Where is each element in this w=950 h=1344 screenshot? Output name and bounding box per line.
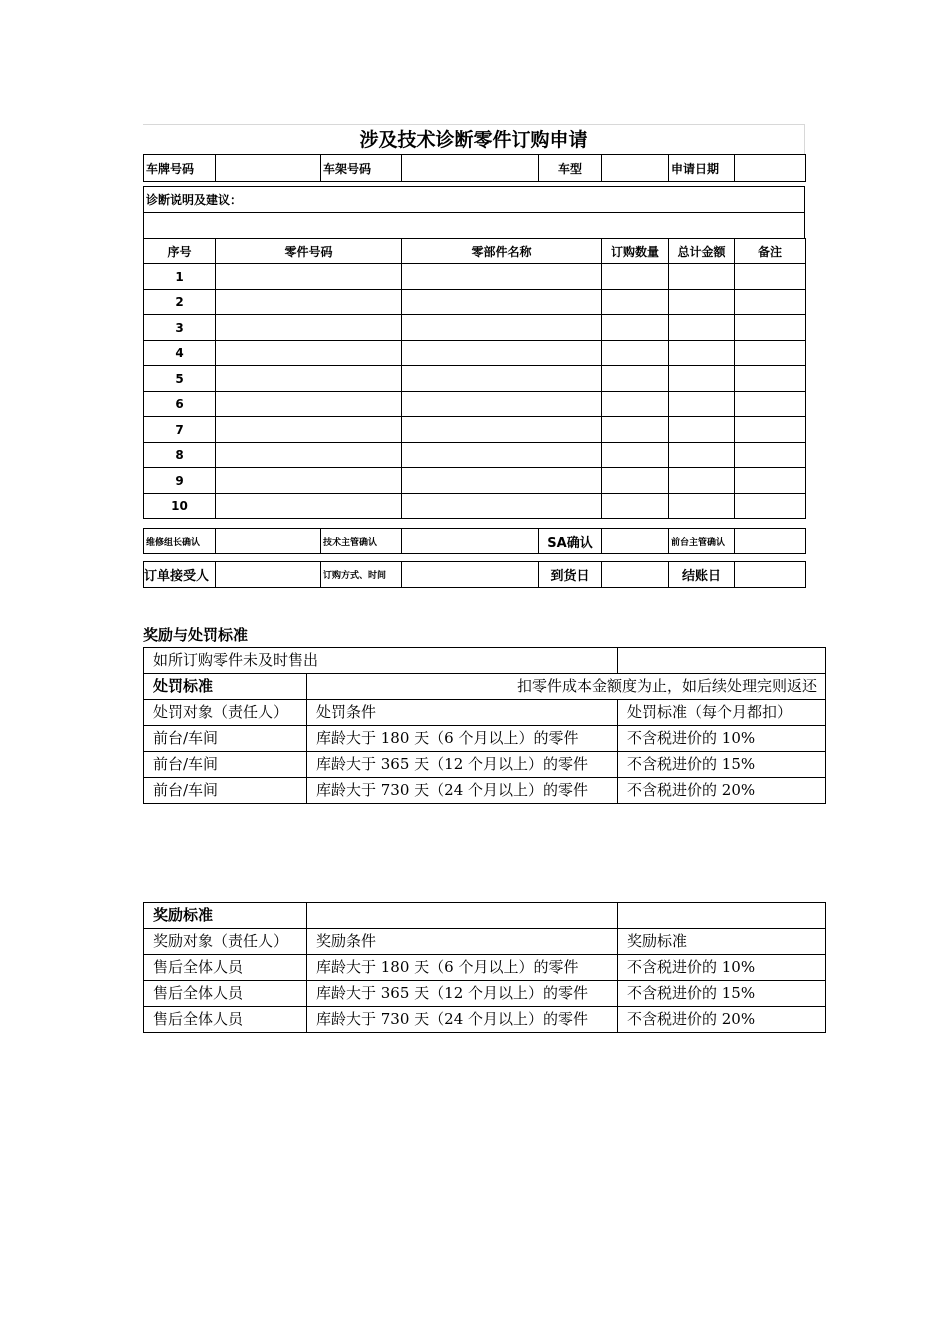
- col-header-part-name: 零部件名称: [402, 239, 602, 264]
- remark-cell[interactable]: [735, 290, 806, 315]
- part-name-cell[interactable]: [402, 315, 602, 341]
- remark-cell[interactable]: [735, 341, 806, 366]
- reward-target: 售后全体人员: [144, 1007, 307, 1033]
- table-row: [144, 264, 806, 290]
- qty-cell[interactable]: [602, 341, 669, 366]
- sa-confirm-label: SA确认: [539, 529, 602, 554]
- part-name-cell[interactable]: [402, 366, 602, 392]
- part-no-cell[interactable]: [216, 264, 402, 290]
- reward-blank-1: [307, 903, 618, 929]
- qty-cell[interactable]: [602, 315, 669, 341]
- penalty-condition: 库龄大于 365 天（12 个月以上）的零件: [307, 752, 618, 778]
- penalty-label: 处罚标准: [144, 674, 307, 700]
- table-row: [144, 468, 806, 494]
- part-name-cell[interactable]: [402, 341, 602, 366]
- qty-cell[interactable]: [602, 417, 669, 443]
- reward-target: 售后全体人员: [144, 981, 307, 1007]
- penalty-head-target: 处罚对象（责任人）: [144, 700, 307, 726]
- model-field[interactable]: [602, 155, 669, 182]
- penalty-condition: 库龄大于 180 天（6 个月以上）的零件: [307, 726, 618, 752]
- row-number: 10: [144, 494, 216, 519]
- row-number: 4: [144, 341, 216, 366]
- qty-cell[interactable]: [602, 290, 669, 315]
- table-row: [144, 315, 806, 341]
- amount-cell[interactable]: [669, 417, 735, 443]
- part-name-cell[interactable]: [402, 417, 602, 443]
- remark-cell[interactable]: [735, 468, 806, 494]
- repair-leader-field[interactable]: [216, 529, 321, 554]
- diagnosis-label: 诊断说明及建议：: [144, 187, 805, 213]
- row-number: 3: [144, 315, 216, 341]
- reward-head-target: 奖励对象（责任人）: [144, 929, 307, 955]
- penalty-rule: 扣零件成本金额度为止，如后续处理完则返还: [307, 674, 826, 700]
- tech-supervisor-label: 技术主管确认: [321, 529, 402, 554]
- remark-cell[interactable]: [735, 392, 806, 417]
- part-no-cell[interactable]: [216, 392, 402, 417]
- table-row: [144, 392, 806, 417]
- part-name-cell[interactable]: [402, 443, 602, 468]
- penalty-standard: 不含税进价的 10%: [618, 726, 826, 752]
- row-number: 1: [144, 264, 216, 290]
- arrival-date-label: 到货日: [539, 562, 602, 588]
- table-row: [144, 417, 806, 443]
- penalty-condition: 库龄大于 730 天（24 个月以上）的零件: [307, 778, 618, 804]
- part-no-cell[interactable]: [216, 366, 402, 392]
- reward-table: [143, 902, 826, 1033]
- table-row: [144, 290, 806, 315]
- front-supervisor-field[interactable]: [735, 529, 806, 554]
- col-header-qty: 订购数量: [602, 239, 669, 264]
- qty-cell[interactable]: [602, 366, 669, 392]
- parts-table: [143, 238, 806, 519]
- reward-standard: 不含税进价的 10%: [618, 955, 826, 981]
- penalty-target: 前台/车间: [144, 778, 307, 804]
- remark-cell[interactable]: [735, 443, 806, 468]
- reward-condition: 库龄大于 730 天（24 个月以上）的零件: [307, 1007, 618, 1033]
- part-no-cell[interactable]: [216, 468, 402, 494]
- qty-cell[interactable]: [602, 494, 669, 519]
- order-receiver-field[interactable]: [216, 562, 321, 588]
- row-number: 7: [144, 417, 216, 443]
- row-number: 8: [144, 443, 216, 468]
- reward-label: 奖励标准: [144, 903, 307, 929]
- amount-cell[interactable]: [669, 290, 735, 315]
- table-row: [144, 955, 826, 981]
- plate-label: 车牌号码: [144, 155, 216, 182]
- form-title: 涉及技术诊断零件订购申请: [143, 124, 805, 154]
- amount-cell[interactable]: [669, 392, 735, 417]
- remark-cell[interactable]: [735, 494, 806, 519]
- table-row: [144, 341, 806, 366]
- part-no-cell[interactable]: [216, 290, 402, 315]
- part-name-cell[interactable]: [402, 290, 602, 315]
- remark-cell[interactable]: [735, 264, 806, 290]
- reward-condition: 库龄大于 180 天（6 个月以上）的零件: [307, 955, 618, 981]
- qty-cell[interactable]: [602, 392, 669, 417]
- settle-date-field[interactable]: [735, 562, 806, 588]
- order-method-field[interactable]: [402, 562, 539, 588]
- amount-cell[interactable]: [669, 494, 735, 519]
- table-row: [144, 1007, 826, 1033]
- plate-field[interactable]: [216, 155, 321, 182]
- date-label: 申请日期: [669, 155, 735, 182]
- reward-target: 售后全体人员: [144, 955, 307, 981]
- amount-cell[interactable]: [669, 315, 735, 341]
- penalty-target: 前台/车间: [144, 726, 307, 752]
- col-header-amount: 总计金额: [669, 239, 735, 264]
- remark-cell[interactable]: [735, 315, 806, 341]
- diagnosis-field[interactable]: [144, 213, 805, 239]
- settle-date-label: 结账日: [669, 562, 735, 588]
- amount-cell[interactable]: [669, 341, 735, 366]
- frame-field[interactable]: [402, 155, 539, 182]
- row-number: 5: [144, 366, 216, 392]
- order-method-label: 订购方式、时间: [321, 562, 402, 588]
- col-header-part-no: 零件号码: [216, 239, 402, 264]
- table-row: [144, 443, 806, 468]
- sa-confirm-field[interactable]: [602, 529, 669, 554]
- form-header-table: [143, 154, 806, 182]
- table-row: [144, 726, 826, 752]
- penalty-intro-blank: [618, 648, 826, 674]
- table-row: [144, 752, 826, 778]
- tech-supervisor-field[interactable]: [402, 529, 539, 554]
- row-number: 6: [144, 392, 216, 417]
- row-number: 2: [144, 290, 216, 315]
- reward-head-standard: 奖励标准: [618, 929, 826, 955]
- frame-label: 车架号码: [321, 155, 402, 182]
- part-name-cell[interactable]: [402, 392, 602, 417]
- row-number: 9: [144, 468, 216, 494]
- part-no-cell[interactable]: [216, 443, 402, 468]
- part-no-cell[interactable]: [216, 341, 402, 366]
- diagnosis-table: [143, 186, 805, 239]
- confirm-table: [143, 528, 806, 554]
- amount-cell[interactable]: [669, 443, 735, 468]
- penalty-head-standard: 处罚标准（每个月都扣）: [618, 700, 826, 726]
- model-label: 车型: [539, 155, 602, 182]
- penalty-standard: 不含税进价的 15%: [618, 752, 826, 778]
- table-row: [144, 494, 806, 519]
- col-header-remark: 备注: [735, 239, 806, 264]
- part-no-cell[interactable]: [216, 315, 402, 341]
- penalty-standard: 不含税进价的 20%: [618, 778, 826, 804]
- qty-cell[interactable]: [602, 264, 669, 290]
- order-receiver-label: 订单接受人: [144, 562, 216, 588]
- part-name-cell[interactable]: [402, 468, 602, 494]
- reward-condition: 库龄大于 365 天（12 个月以上）的零件: [307, 981, 618, 1007]
- qty-cell[interactable]: [602, 443, 669, 468]
- order-table: [143, 561, 806, 588]
- penalty-table: [143, 647, 826, 804]
- arrival-date-field[interactable]: [602, 562, 669, 588]
- date-field[interactable]: [735, 155, 806, 182]
- table-row: [144, 366, 806, 392]
- reward-blank-2: [618, 903, 826, 929]
- qty-cell[interactable]: [602, 468, 669, 494]
- part-name-cell[interactable]: [402, 264, 602, 290]
- amount-cell[interactable]: [669, 264, 735, 290]
- reward-head-condition: 奖励条件: [307, 929, 618, 955]
- penalty-intro: 如所订购零件未及时售出: [144, 648, 618, 674]
- amount-cell[interactable]: [669, 366, 735, 392]
- table-row: [144, 778, 826, 804]
- penalty-head-condition: 处罚条件: [307, 700, 618, 726]
- repair-leader-label: 维修组长确认: [144, 529, 216, 554]
- remark-cell[interactable]: [735, 366, 806, 392]
- reward-standard: 不含税进价的 15%: [618, 981, 826, 1007]
- remark-cell[interactable]: [735, 417, 806, 443]
- section-heading: 奖励与处罚标准: [143, 626, 249, 644]
- front-supervisor-label: 前台主管确认: [669, 529, 735, 554]
- amount-cell[interactable]: [669, 468, 735, 494]
- part-no-cell[interactable]: [216, 494, 402, 519]
- reward-standard: 不含税进价的 20%: [618, 1007, 826, 1033]
- col-header-seq: 序号: [144, 239, 216, 264]
- part-name-cell[interactable]: [402, 494, 602, 519]
- penalty-target: 前台/车间: [144, 752, 307, 778]
- part-no-cell[interactable]: [216, 417, 402, 443]
- table-row: [144, 981, 826, 1007]
